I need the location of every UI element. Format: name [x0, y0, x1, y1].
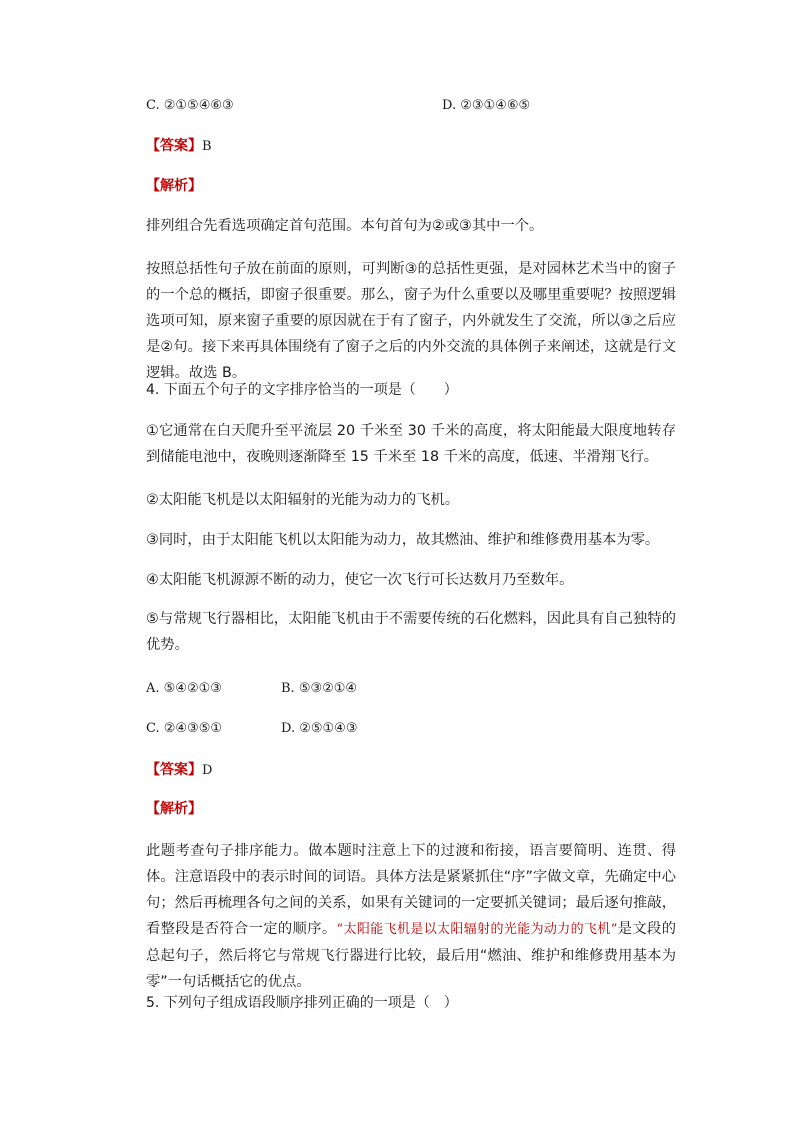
prev-analysis-tag: 【解析】 [146, 178, 202, 194]
key-sentence-quote: “太阳能飞机是以太阳辐射的光能为动力的飞机” [336, 922, 618, 937]
prev-analysis-p2: 按照总括性句子放在前面的原则，可判断③的总括性更强，是对园林艺术当中的窗子的一个总的概括，即窗子很重要。那么，窗子为什么重要以及哪里重要呢？按照逻辑选项可知，原来窗子重要的原因就在于有了窗子，内外就发生了交流，所以③之后应是②句。接下来再具体围绕有了窗子之后的内外交流的具体例子来阐述，这就是行文逻辑。故选 B。 [146, 261, 676, 381]
q4-sentence-1: ①它通常在白天爬升至平流层 20 千米至 30 千米的高度，将太阳能最大限度地转存到储能电池中，夜晚则逐渐降至 15 千米至 18 千米的高度，低速、半滑翔飞行。 [146, 423, 676, 465]
q4-sentence-4: ④太阳能飞机源源不断的动力，使它一次飞行可长达数月乃至数年。 [146, 572, 574, 588]
answer-value: D [202, 763, 213, 778]
answer-tag: 【答案】 [146, 762, 202, 778]
analysis-text-cont: 是文段的总起句子，然后将它与常规飞行器进行比较，最后用“燃油、维护和维修费用基本为零”一句话概括它的优点。 [146, 921, 676, 990]
q4-option-d: D. ②⑤①④③ [281, 721, 358, 736]
answer-tag: 【答案】 [146, 138, 202, 154]
q4-sentence-2: ②太阳能飞机是以太阳辐射的光能为动力的飞机。 [146, 492, 460, 508]
answer-value: B [202, 139, 212, 154]
q4-answer [146, 760, 212, 781]
q4-stem: 4. 下面五个句子的文字排序恰当的一项是（ ） [146, 382, 458, 398]
prev-option-d: D. ②③①④⑥⑤ [442, 98, 531, 113]
q5-stem: 5. 下列句子组成语段顺序排列正确的一项是（ ） [146, 995, 458, 1011]
q4-analysis-tag: 【解析】 [146, 801, 202, 817]
q4-sentence-5: ⑤与常规飞行器相比，太阳能飞机由于不需要传统的石化燃料，因此具有自己独特的优势。 [146, 611, 676, 653]
analysis-text: 此题考查句子排序能力。做本题时注意上下的过渡和衔接，语言要简明、连贯、得体。注意语段中的表示时间的词语。具体方法是紧紧抓住“序”字做文章，先确定中心句；然后再梳理各句之间的关系，如果有关键词的一定要抓关键词；最后逐句推敲，看整段是否符合一定的顺序。 [146, 843, 676, 937]
q4-analysis [146, 838, 676, 995]
q4-sentence-3: ③同时，由于太阳能飞机以太阳能为动力，故其燃油、维护和维修费用基本为零。 [146, 532, 660, 548]
q4-option-a: A. ⑤④②①③ [146, 681, 222, 696]
q4-option-c: C. ②④③⑤① [146, 721, 223, 736]
prev-answer [146, 136, 212, 157]
q4-option-b: B. ⑤③②①④ [281, 681, 358, 696]
prev-analysis-p1: 排列组合先看选项确定首句范围。本句首句为②或③其中一个。 [146, 218, 544, 234]
prev-option-c: C. ②①⑤④⑥③ [146, 98, 234, 113]
